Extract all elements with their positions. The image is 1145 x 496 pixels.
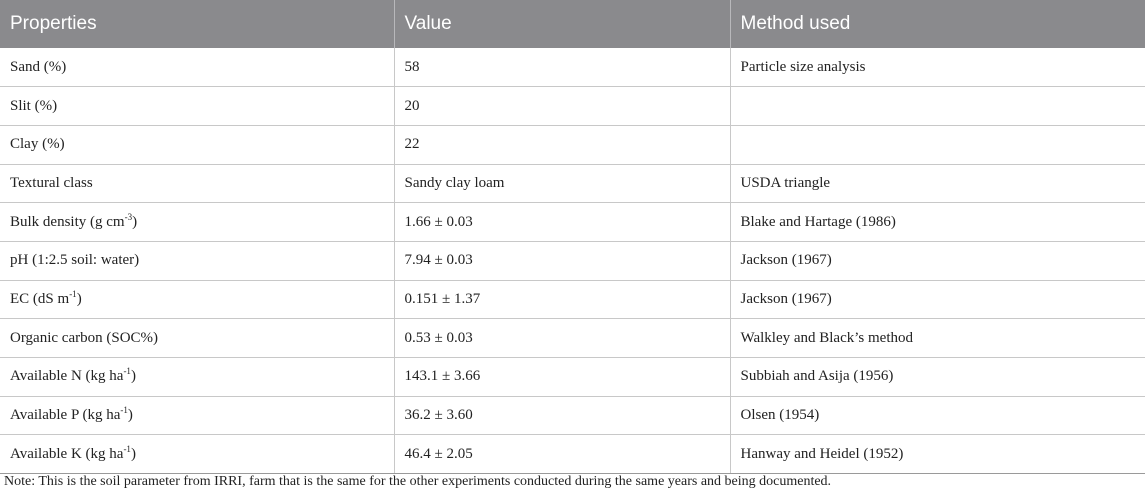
header-value: Value: [394, 0, 730, 48]
cell-value: 22: [394, 125, 730, 164]
cell-value: 36.2 ± 3.60: [394, 396, 730, 435]
cell-method: Subbiah and Asija (1956): [730, 358, 1145, 397]
header-row: [0, 0, 1145, 48]
cell-method: Walkley and Black’s method: [730, 319, 1145, 358]
cell-value: 0.53 ± 0.03: [394, 319, 730, 358]
cell-value: 7.94 ± 0.03: [394, 241, 730, 280]
property-label: Available K (kg ha: [10, 445, 124, 462]
property-label: Available P (kg ha: [10, 407, 121, 424]
cell-method: Particle size analysis: [730, 48, 1145, 87]
cell-value: 143.1 ± 3.66: [394, 358, 730, 397]
property-label-suffix: ): [132, 213, 138, 230]
cell-method: Blake and Hartage (1986): [730, 203, 1145, 242]
property-label: Organic carbon (SOC%): [10, 329, 159, 346]
table-header: [0, 0, 1145, 48]
cell-value: 1.66 ± 0.03: [394, 203, 730, 242]
table-body: [0, 48, 1145, 474]
header-properties: Properties: [0, 0, 394, 48]
cell-method: [730, 125, 1145, 164]
cell-property: [0, 358, 394, 397]
cell-property: [0, 125, 394, 164]
property-label: Bulk density (g cm: [10, 213, 125, 230]
property-label-suffix: ): [130, 368, 136, 385]
cell-property: [0, 319, 394, 358]
cell-method: Jackson (1967): [730, 280, 1145, 319]
table-row: [0, 48, 1145, 87]
cell-value: 46.4 ± 2.05: [394, 435, 730, 474]
cell-method: Jackson (1967): [730, 241, 1145, 280]
property-label: Slit (%): [10, 97, 58, 114]
cell-property: [0, 203, 394, 242]
cell-value: 20: [394, 87, 730, 126]
property-label-suffix: ): [127, 407, 133, 424]
property-label: Sand (%): [10, 58, 67, 75]
property-label-suffix: ): [76, 290, 82, 307]
property-label: Textural class: [10, 174, 93, 191]
table-row: [0, 319, 1145, 358]
cell-method: [730, 87, 1145, 126]
cell-method: Hanway and Heidel (1952): [730, 435, 1145, 474]
cell-value: 58: [394, 48, 730, 87]
property-label-suffix: ): [130, 445, 136, 462]
property-label: EC (dS m: [10, 290, 70, 307]
cell-property: [0, 48, 394, 87]
cell-property: [0, 280, 394, 319]
cell-method: USDA triangle: [730, 164, 1145, 203]
cell-property: [0, 435, 394, 474]
table-row: [0, 280, 1145, 319]
property-label: Clay (%): [10, 136, 65, 153]
unit-exponent: -1: [123, 366, 131, 377]
cell-property: [0, 164, 394, 203]
unit-exponent: -1: [120, 405, 128, 416]
header-method-used: Method used: [730, 0, 1145, 48]
cell-property: [0, 241, 394, 280]
table-row: [0, 396, 1145, 435]
table-row: [0, 241, 1145, 280]
table-note: Note: This is the soil parameter from IRRI, farm that is the same for the other experiments conducted during the same years and being documented.: [4, 474, 832, 489]
unit-exponent: -1: [69, 288, 77, 299]
table-row: [0, 164, 1145, 203]
cell-property: [0, 396, 394, 435]
table-row: [0, 87, 1145, 126]
table-row: [0, 203, 1145, 242]
table-row: [0, 125, 1145, 164]
unit-exponent: -3: [124, 211, 133, 222]
property-label: pH (1:2.5 soil: water): [10, 252, 140, 269]
cell-property: [0, 87, 394, 126]
unit-exponent: -1: [123, 443, 131, 454]
table-row: [0, 435, 1145, 474]
table-row: [0, 358, 1145, 397]
property-label: Available N (kg ha: [10, 368, 124, 385]
cell-method: Olsen (1954): [730, 396, 1145, 435]
cell-value: Sandy clay loam: [394, 164, 730, 203]
cell-value: 0.151 ± 1.37: [394, 280, 730, 319]
